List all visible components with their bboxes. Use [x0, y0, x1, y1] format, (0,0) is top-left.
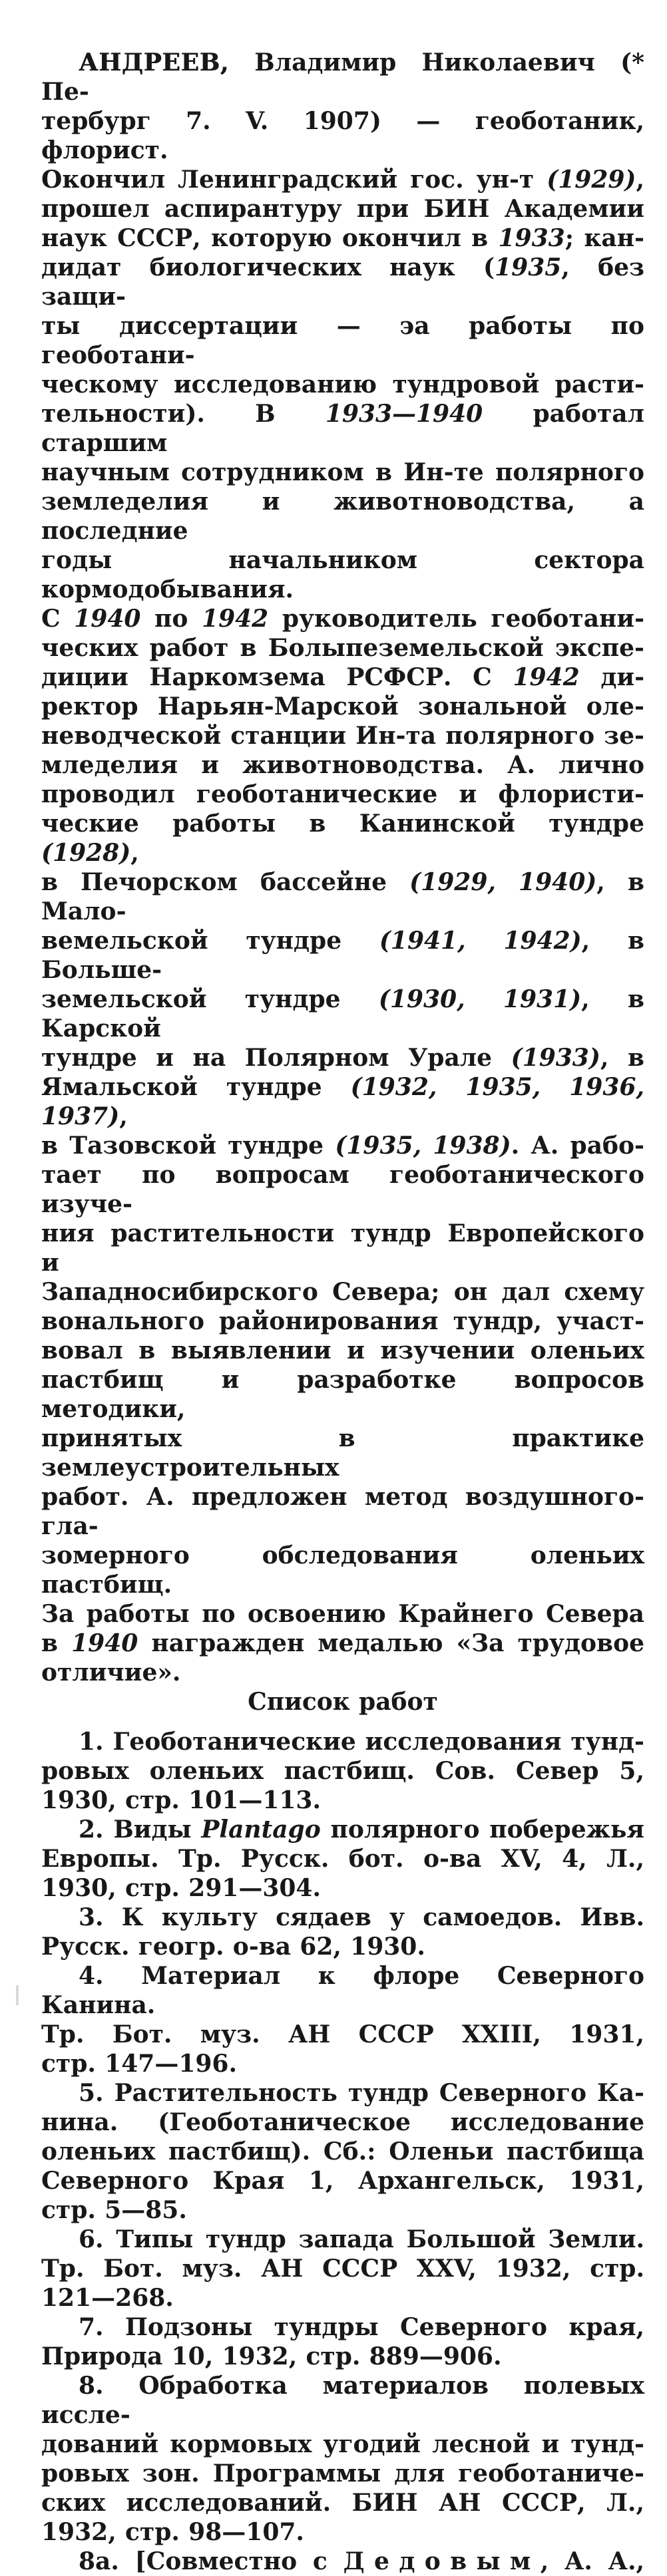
works-list [41, 1727, 644, 2576]
text-run: земледелия и животноводства, а последние [41, 488, 644, 545]
text-run: пастбищ и разработке вопросов методики, [41, 1366, 644, 1423]
text-run: 2. Виды [79, 1816, 202, 1844]
entry-paragraph [41, 48, 644, 1687]
text-run: 1930, стр. 101—113. [41, 1786, 321, 1814]
text-run: отличие». [41, 1659, 181, 1687]
text-line [41, 2137, 644, 2166]
text-run: Дедовым [343, 2547, 541, 2575]
text-run: вовал в выявлении и изучении оленьих [41, 1337, 644, 1365]
text-run: работал старшим [41, 400, 644, 457]
text-run: по [140, 605, 202, 633]
text-run: ческие работы в Канинской тундре [41, 810, 644, 838]
text-line [41, 194, 644, 224]
text-run: нина. (Геоботаническое исследование [41, 2108, 644, 2136]
text-run: тельности). В [41, 400, 326, 428]
text-run: , без защи- [41, 253, 644, 311]
text-line [41, 2547, 644, 2576]
text-line [41, 48, 644, 106]
text-run: дований кормовых угодий лесной и тунд- [41, 2430, 644, 2458]
text-run: Северного Края 1, Архангельск, 1931, [41, 2167, 644, 2195]
text-run: тундре и на Полярном Урале [41, 1044, 511, 1072]
text-line [41, 311, 644, 370]
text-line [41, 2283, 644, 2313]
text-run: неводческой станции Ин-та полярного зе- [41, 722, 644, 750]
text-run: 1940 [74, 605, 141, 633]
text-run: полярного побережья [320, 1816, 644, 1844]
text-line [41, 2020, 644, 2049]
text-line [41, 985, 644, 1043]
text-line [41, 253, 644, 311]
text-run: ческих работ в Болыпеземельской экспе- [41, 634, 644, 662]
text-run: (1941, 1942) [379, 927, 582, 955]
text-run: 1. Геоботанические исследования тунд- [79, 1728, 644, 1756]
text-run: ты диссертации — эа работы по геоботани- [41, 312, 644, 369]
text-line [41, 2488, 644, 2517]
text-line [41, 1277, 644, 1307]
text-run: (1935, 1938) [335, 1132, 511, 1160]
text-run: наук СССР, которую окончил в [41, 224, 499, 252]
text-run: Ямальской тундре [41, 1073, 351, 1101]
text-run: 1933 [498, 224, 565, 252]
text-line [41, 604, 644, 633]
text-line [41, 2049, 644, 2078]
text-run: Европы. Тр. Русск. бот. о-ва XV, 4, Л., [41, 1845, 644, 1873]
text-run: 5. Растительность тундр Северного Ка- [79, 2079, 644, 2107]
text-line [41, 1932, 644, 1961]
text-run: (1932, 1935, 1936, 1937) [41, 1073, 644, 1130]
text-line [41, 1756, 644, 1786]
text-run: работ. А. предложен метод воздушного-гла- [41, 1483, 644, 1540]
text-line [41, 2430, 644, 2459]
text-run: ния растительности тундр Европейского и [41, 1219, 644, 1277]
text-line [41, 1903, 644, 1932]
text-line [41, 399, 644, 458]
text-run: Русск. геогр. о-ва 62, 1930. [41, 1933, 425, 1961]
text-run: 1942 [202, 605, 269, 633]
text-line [41, 1541, 644, 1599]
works-heading: Список работ [248, 1688, 438, 1716]
text-line [41, 165, 644, 194]
text-run: 7. Подзоны тундры Северного края, [79, 2313, 644, 2341]
text-line [41, 1873, 644, 1903]
text-run: 6. Типы тундр запада Большой Земли. [79, 2225, 644, 2253]
text-run: . А. рабо- [511, 1132, 644, 1160]
text-run: , в Мало- [41, 868, 644, 925]
text-run: С [41, 605, 75, 633]
entry-headword: АНДРЕЕВ, [79, 49, 230, 77]
text-run: 4. Материал к флоре Северного Канина. [41, 1962, 644, 2019]
text-line [41, 1658, 644, 1687]
text-line [41, 2459, 644, 2488]
text-run: принятых в практике землеустроительных [41, 1424, 644, 1482]
text-line [41, 224, 644, 253]
text-run: дидат биологических наук ( [41, 253, 495, 281]
text-line [41, 1160, 644, 1219]
text-run: (1929, 1940) [409, 868, 597, 896]
text-run: проводил геоботанические и флористи- [41, 780, 644, 808]
text-line [41, 1072, 644, 1131]
text-line [41, 487, 644, 546]
text-run: 1940 [71, 1629, 138, 1657]
text-run: стр. 147—196. [41, 2050, 238, 2078]
text-run: , А. А., [540, 2547, 645, 2575]
text-line [41, 1844, 644, 1873]
text-line [41, 1365, 644, 1424]
text-line [41, 1219, 644, 1277]
text-run: , [119, 1102, 128, 1130]
text-line [41, 458, 644, 487]
text-run: ректор Нарьян-Марской зональной оле- [41, 693, 644, 721]
text-run: (1930, 1931) [378, 985, 582, 1013]
text-line [41, 370, 644, 399]
text-line [41, 633, 644, 663]
text-run: ; кан- [564, 224, 644, 252]
text-line [41, 750, 644, 780]
text-run: ских исследований. БИН АН СССР, Л., [41, 2489, 644, 2517]
text-line [41, 1307, 644, 1336]
text-run: оленьих пастбищ). Сб.: Оленьи пастбища [41, 2138, 644, 2166]
text-run: Окончил Ленинградский гос. ун-т [41, 166, 547, 194]
text-run: 1930, стр. 291—304. [41, 1874, 321, 1902]
text-run: Природа 10, 1932, стр. 889—906. [41, 2342, 502, 2370]
text-line [41, 692, 644, 721]
text-run: 8а. [Совместно с [79, 2547, 343, 2575]
text-run: 8. Обработка материалов полевых иссле- [41, 2372, 644, 2429]
text-run: стр. 5—85. [41, 2196, 187, 2224]
text-run: 1932, стр. 98—107. [41, 2518, 304, 2546]
text-line [41, 2078, 644, 2108]
text-run: ровых зон. Программы для геоботаниче- [41, 2460, 644, 2488]
text-line [41, 2225, 644, 2254]
text-run: годы начальником сектора кормодобывания. [41, 546, 644, 603]
text-run: (1933) [511, 1044, 600, 1072]
text-run: тербург 7. V. 1907) — геоботаник, флорист. [41, 107, 644, 164]
text-run: в Печорском бассейне [41, 868, 410, 896]
text-line [41, 1131, 644, 1160]
text-run: земельской тундре [41, 985, 379, 1013]
text-run: руководитель геоботани- [268, 605, 645, 633]
text-run: прошел аспирантуру при БИН Академии [41, 195, 644, 223]
entry-column [41, 48, 644, 2576]
text-line [41, 2166, 644, 2195]
text-line [41, 2517, 644, 2547]
text-line [41, 926, 644, 985]
text-run: Владимир Николаевич (* Пе- [41, 49, 644, 106]
text-run: зомерного обследования оленьих пастбищ. [41, 1541, 644, 1599]
text-run: ди- [579, 663, 645, 691]
text-line [41, 721, 644, 750]
text-run: мледелия и животноводства. А. лично [41, 751, 644, 779]
text-run: , [636, 166, 644, 194]
text-run: ровых оленьих пастбищ. Сов. Север 5, [41, 1757, 644, 1785]
scan-smudge-artifact [16, 1985, 19, 2005]
text-line [41, 2254, 644, 2283]
text-run: диции Наркомзема РСФСР. С [41, 663, 513, 691]
text-run: , в [600, 1044, 644, 1072]
text-line [41, 1043, 644, 1072]
text-line [41, 1727, 644, 1756]
text-run: За работы по освоению Крайнего Севера [41, 1600, 644, 1628]
text-line [41, 1482, 644, 1541]
text-line [41, 2195, 644, 2225]
text-line [41, 1629, 644, 1658]
text-line [41, 868, 644, 926]
text-run: , [130, 839, 139, 867]
text-line [41, 809, 644, 868]
text-line [41, 106, 644, 165]
text-line [41, 1815, 644, 1844]
text-run: 3. К культу сядаев у самоедов. Ивв. [79, 1903, 644, 1931]
text-run: 1942 [513, 663, 580, 691]
text-line [41, 2371, 644, 2430]
text-run: ческому исследованию тундровой расти- [41, 371, 644, 399]
text-run: тает по вопросам геоботанического изуче- [41, 1161, 644, 1218]
text-line [41, 1786, 644, 1815]
text-line [41, 1599, 644, 1629]
text-run: Тр. Бот. муз. АН СССР XXIII, 1931, [41, 2020, 644, 2048]
text-line [41, 546, 644, 604]
text-run: 1935 [495, 253, 562, 281]
text-line [41, 2108, 644, 2137]
text-run: Plantago [201, 1816, 321, 1844]
text-line [41, 663, 644, 692]
text-line [41, 2313, 644, 2342]
text-line [41, 1336, 644, 1365]
text-run: (1929) [547, 166, 636, 194]
text-run: в Тазовской тундре [41, 1132, 335, 1160]
text-run: (1928) [41, 839, 131, 867]
text-run: Тр. Бот. муз. АН СССР XXV, 1932, стр. [41, 2255, 644, 2283]
text-run: вонального районирования тундр, участ- [41, 1307, 644, 1335]
text-line [41, 2342, 644, 2371]
text-line [41, 1961, 644, 2020]
text-run: 121—268. [41, 2284, 174, 2312]
text-run: , в Больше- [41, 927, 644, 984]
text-line [41, 780, 644, 809]
text-run: в [41, 1629, 72, 1657]
text-run: 1933—1940 [325, 400, 483, 428]
text-run: вемельской тундре [41, 927, 379, 955]
text-line [41, 1424, 644, 1482]
text-run: награжден медалью «За трудовое [138, 1629, 644, 1657]
text-run: , в Карской [41, 985, 644, 1043]
text-run: научным сотрудником в Ин-те полярного [41, 458, 644, 486]
text-run: Западносибирского Севера; он дал схему [41, 1278, 644, 1306]
